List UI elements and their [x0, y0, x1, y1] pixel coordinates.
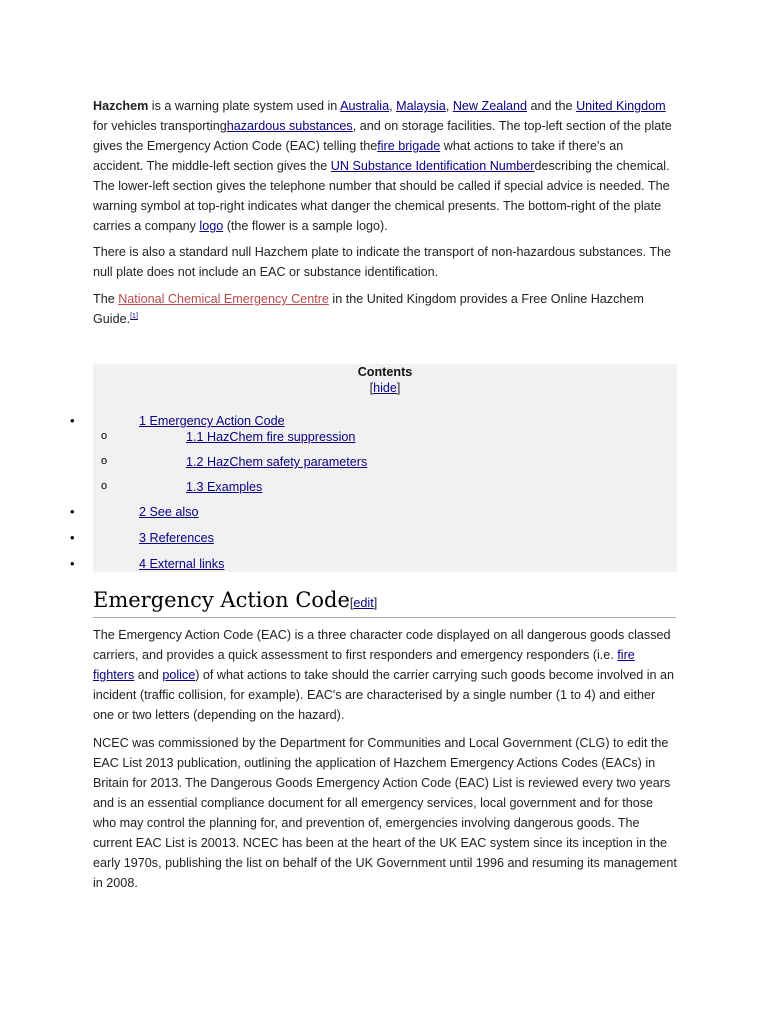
- inline-link[interactable]: UN Substance Identification Number: [330, 159, 535, 173]
- inline-link[interactable]: hazardous substances: [226, 119, 353, 133]
- section-edit-link[interactable]: edit: [353, 596, 374, 610]
- section-paragraph-2: NCEC was commissioned by the Department for Communities and Local Government (CLG) to edit the EAC List 2013 publication, outlining the application of Hazchem Emergency Actions Codes (EACs) in Britain for 2013. The Dangerous Goods Emergency Action Code (EAC) List is reviewed every two years and is an essential compliance document for all emergency services, local government and for those who may control the planning for, and prevention of, emergencies involving dangerous goods. The current EAC List is 20013. NCEC has been at the heart of the UK EAC system since its inception in the early 1970s, publishing the list on behalf of the UK Government until 1996 and resuming its management in 2008.: [93, 736, 677, 890]
- toc-item[interactable]: 4 External links: [139, 557, 225, 571]
- intro-paragraph-3: [93, 289, 677, 329]
- section-body: [93, 625, 677, 893]
- inline-link[interactable]: Malaysia: [396, 99, 446, 113]
- toc-item[interactable]: 1.1 HazChem fire suppression: [186, 430, 356, 444]
- text-run: The: [93, 292, 119, 306]
- toc-hide-link[interactable]: hide: [373, 381, 397, 395]
- citation: [130, 313, 138, 320]
- text-run: for vehicles transporting: [93, 119, 227, 133]
- toc-item[interactable]: 1 Emergency Action Code: [139, 414, 285, 428]
- toc-item[interactable]: 1.2 HazChem safety parameters: [186, 455, 368, 469]
- circle-bullet-icon: o: [101, 480, 108, 492]
- circle-bullet-icon: o: [101, 455, 108, 467]
- inline-link[interactable]: United Kingdom: [576, 99, 666, 113]
- text-run: , and on storage facilities. The top-left section of the plate gives the Emergency Action Code (EAC) telling the: [93, 119, 672, 153]
- text-run: describing the chemical. The lower-left section gives the telephone number that should be called if special advice is needed. The warning symbol at top-right indicates what danger the chemical presents. The bottom-right of the plate carries a company: [93, 159, 670, 233]
- inline-link[interactable]: fire brigade: [377, 139, 441, 153]
- inline-link[interactable]: fire fighters: [93, 648, 635, 682]
- text-run: and: [134, 668, 163, 682]
- text-run: ) of what actions to take should the carrier carrying such goods become involved in an incident (traffic collision, for example). EAC's are characterised by a single number (1 to 4) and either one or two letters (depending on the hazard).: [93, 668, 675, 722]
- inline-link[interactable]: National Chemical Emergency Centre: [118, 292, 329, 306]
- disc-bullet-icon: •: [70, 413, 75, 428]
- text-run: what actions to take if there's an accident. The middle-left section gives the: [93, 139, 624, 173]
- citation-link[interactable]: [1]: [130, 312, 138, 320]
- disc-bullet-icon: •: [70, 530, 75, 545]
- disc-bullet-icon: •: [70, 504, 75, 519]
- circle-bullet-icon: o: [101, 430, 108, 442]
- inline-link[interactable]: police: [162, 668, 196, 682]
- inline-link[interactable]: logo: [199, 219, 224, 233]
- text-run: ,: [445, 99, 453, 113]
- intro-paragraph-1: [93, 96, 677, 236]
- intro-section: [93, 96, 677, 329]
- toc-item[interactable]: 3 References: [139, 531, 214, 545]
- section-heading-text: Emergency Action Code: [93, 588, 350, 612]
- text-run: ,: [389, 99, 397, 113]
- text-run: The Emergency Action Code (EAC) is a three character code displayed on all dangerous goods classed carriers, and provides a quick assessment to first responders and emergency responders (i.e.: [93, 628, 671, 662]
- inline-link[interactable]: Australia: [340, 99, 390, 113]
- toc-item[interactable]: 1.3 Examples: [186, 480, 263, 494]
- toc-item[interactable]: 2 See also: [139, 505, 199, 519]
- intro-paragraph-2: There is also a standard null Hazchem plate to indicate the transport of non-hazardous substances. The null plate does not include an EAC or substance identification.: [93, 245, 672, 279]
- bold-term: Hazchem: [93, 99, 149, 113]
- text-run: and the: [527, 99, 577, 113]
- section-edit: [edit]: [349, 596, 378, 610]
- inline-link[interactable]: New Zealand: [452, 99, 528, 113]
- text-run: (the flower is a sample logo).: [223, 219, 388, 233]
- toc-hide-toggle: [hide]: [369, 381, 401, 395]
- section-paragraph-1: [93, 625, 677, 725]
- toc-title: Contents: [357, 365, 413, 379]
- text-run: in the United Kingdom provides a Free Online Hazchem Guide.: [93, 292, 644, 326]
- section-heading: [93, 588, 676, 618]
- disc-bullet-icon: •: [70, 556, 75, 571]
- text-run: is a warning plate system used in: [148, 99, 341, 113]
